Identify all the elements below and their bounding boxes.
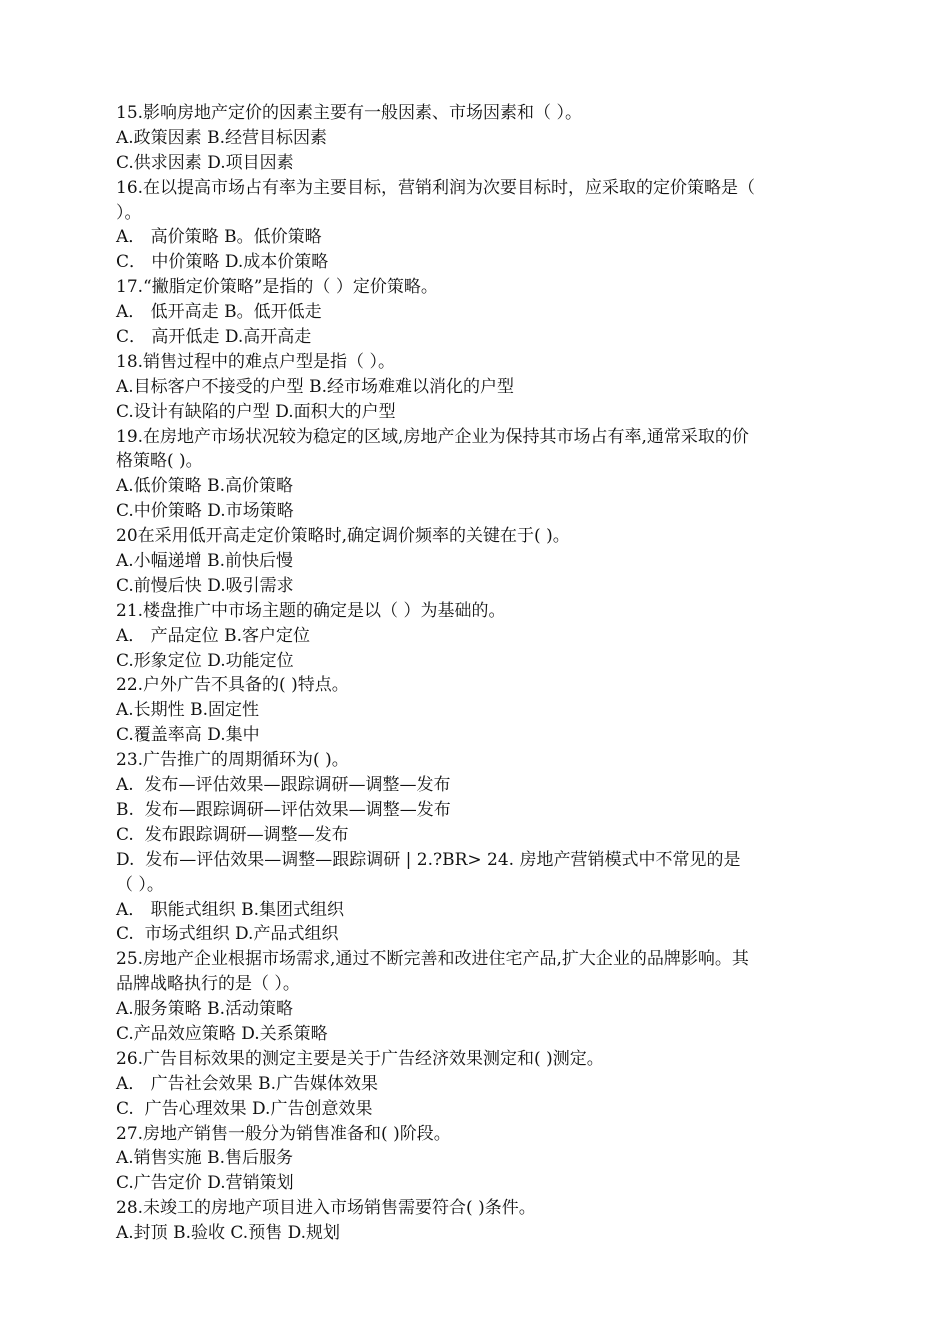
text-line: 18.销售过程中的难点户型是指（ ）。 [116,351,395,372]
text-line: 19.在房地产市场状况较为稳定的区域,房地产企业为保持其市场占有率,通常采取的价 [116,426,749,447]
text-line: C.广告定价 D.营销策划 [116,1173,294,1194]
text-line: C.供求因素 D.项目因素 [116,152,294,173]
text-line: A.小幅递增 B.前快后慢 [116,551,293,572]
text-line: 26.广告目标效果的测定主要是关于广告经济效果测定和( )测定。 [116,1048,604,1069]
text-line: C． 高开低走 D.高开高走 [116,327,312,348]
text-line: C.覆盖率高 D.集中 [116,725,260,746]
text-line: C. 发布跟踪调研—调整—发布 [116,824,349,845]
text-line: A. 发布—评估效果—跟踪调研—调整—发布 [116,775,451,796]
text-line: C.形象定位 D.功能定位 [116,650,294,671]
text-line: 17.“撇脂定价策略”是指的（ ）定价策略。 [116,277,438,298]
text-line: C. 市场式组织 D.产品式组织 [116,924,339,945]
text-line: 23.广告推广的周期循环为( )。 [116,750,349,771]
text-line: A． 产品定位 B.客户定位 [116,625,310,646]
text-line: C.设计有缺陷的户型 D.面积大的户型 [116,401,396,422]
text-line: A． 高价策略 B。低价策略 [116,227,322,248]
text-line: B. 发布—跟踪调研—评估效果—调整—发布 [116,799,451,820]
text-line: 28.未竣工的房地产项目进入市场销售需要符合( )条件。 [116,1198,536,1219]
text-line: C.中价策略 D.市场策略 [116,501,294,522]
text-line: 27.房地产销售一般分为销售准备和( )阶段。 [116,1123,451,1144]
text-line: A． 低开高走 B。低开低走 [116,302,322,323]
text-line: A.封顶 B.验收 C.预售 D.规划 [116,1223,341,1244]
document-page [116,101,846,1246]
text-line: 21.楼盘推广中市场主题的确定是以（ ）为基础的。 [116,600,506,621]
text-line: 20在采用低开高走定价策略时,确定调价频率的关键在于( )。 [116,526,570,547]
text-line: （ ）。 [116,874,164,895]
text-line: A.低价策略 B.高价策略 [116,476,293,497]
text-line: A.销售实施 B.售后服务 [116,1148,293,1169]
text-line: 22.户外广告不具备的( )特点。 [116,675,349,696]
text-line: C.前慢后快 D.吸引需求 [116,575,294,596]
text-line: A． 职能式组织 B.集团式组织 [116,899,344,920]
text-line: D. 发布—评估效果—调整—跟踪调研 | 2.?BR> 24. 房地产营销模式中不常见的是 [116,849,741,870]
text-line: A． 广告社会效果 B.广告媒体效果 [116,1073,378,1094]
text-line: 16.在以提高市场占有率为主要目标，营销利润为次要目标时，应采取的定价策略是（ [116,177,756,198]
text-line: A.长期性 B.固定性 [116,700,259,721]
text-line: C． 中价策略 D.成本价策略 [116,252,329,273]
text-line: C.产品效应策略 D.关系策略 [116,1023,328,1044]
text-line: 15.影响房地产定价的因素主要有一般因素、市场因素和（ ）。 [116,103,582,123]
text-line: 品牌战略执行的是（ ）。 [116,974,300,995]
text-line: 25.房地产企业根据市场需求,通过不断完善和改进住宅产品,扩大企业的品牌影响。其 [116,949,749,970]
text-line: A.目标客户不接受的户型 B.经市场难难以消化的户型 [116,376,514,397]
text-line: A.服务策略 B.活动策略 [116,999,293,1020]
text-line: A.政策因素 B.经营目标因素 [116,127,327,148]
text-line: 格策略( )。 [116,451,203,472]
text-line: C. 广告心理效果 D.广告创意效果 [116,1098,373,1119]
text-line: ）。 [116,202,142,223]
